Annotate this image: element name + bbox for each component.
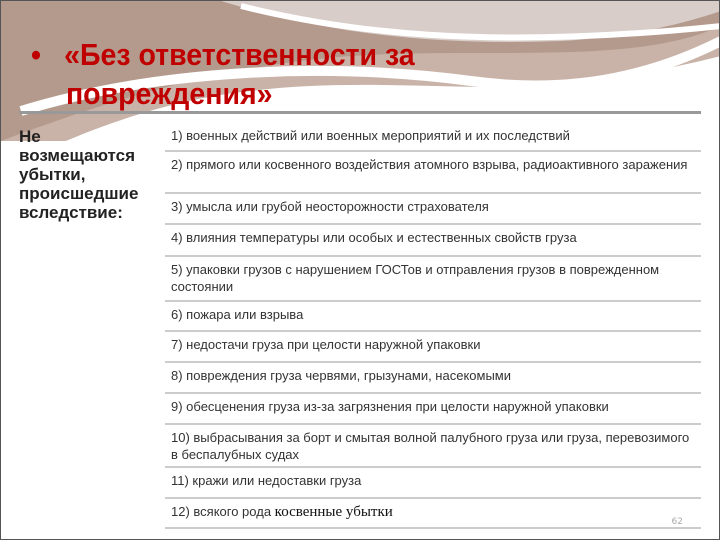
item-emphasis: косвенные убытки [274, 504, 393, 520]
list-item [165, 363, 701, 394]
bullet-icon: • [31, 37, 41, 72]
item-text: 4) влияния температуры или особых и естественных свойств груза [171, 230, 577, 245]
item-text: 10) выбрасывания за борт и смытая волной палубного груза или груза, перевозимого в беспалубных судах [171, 430, 690, 462]
left-label: Не возмещаются убытки, происшедшие вследствие: [19, 127, 139, 222]
title-line-2: повреждения» [65, 76, 273, 111]
list-item [165, 225, 701, 257]
list-item [165, 425, 701, 468]
item-text: 11) кражи или недоставки груза [171, 473, 362, 488]
slide-title [31, 35, 415, 113]
list-item [165, 123, 701, 152]
item-text: 1) военных действий или военных мероприятий и их последствий [171, 128, 570, 143]
list-item [165, 152, 701, 194]
item-text: 6) пожара или взрыва [171, 307, 304, 322]
title-line-1: «Без ответственности за [64, 37, 415, 72]
item-text: 3) умысла или грубой неосторожности страхователя [171, 199, 489, 214]
item-text: 7) недостачи груза при целости наружной упаковки [171, 337, 481, 352]
list-item [165, 499, 701, 529]
item-text: 12) всякого рода [171, 504, 275, 519]
page-number: 62 [671, 517, 683, 527]
list-item [165, 302, 701, 332]
item-text: 9) обесценения груза из-за загрязнения при целости наружной упаковки [171, 399, 609, 414]
list-item [165, 257, 701, 302]
list-item [165, 394, 701, 425]
list-item [165, 194, 701, 225]
item-text: 2) прямого или косвенного воздействия атомного взрыва, радиоактивного заражения [171, 157, 688, 172]
exclusions-list [165, 123, 701, 529]
item-text: 8) повреждения груза червями, грызунами, насекомыми [171, 368, 511, 383]
list-item [165, 468, 701, 499]
item-text: 5) упаковки грузов с нарушением ГОСТов и отправления грузов в поврежденном состоянии [171, 262, 660, 294]
list-item [165, 332, 701, 363]
divider [19, 111, 701, 114]
